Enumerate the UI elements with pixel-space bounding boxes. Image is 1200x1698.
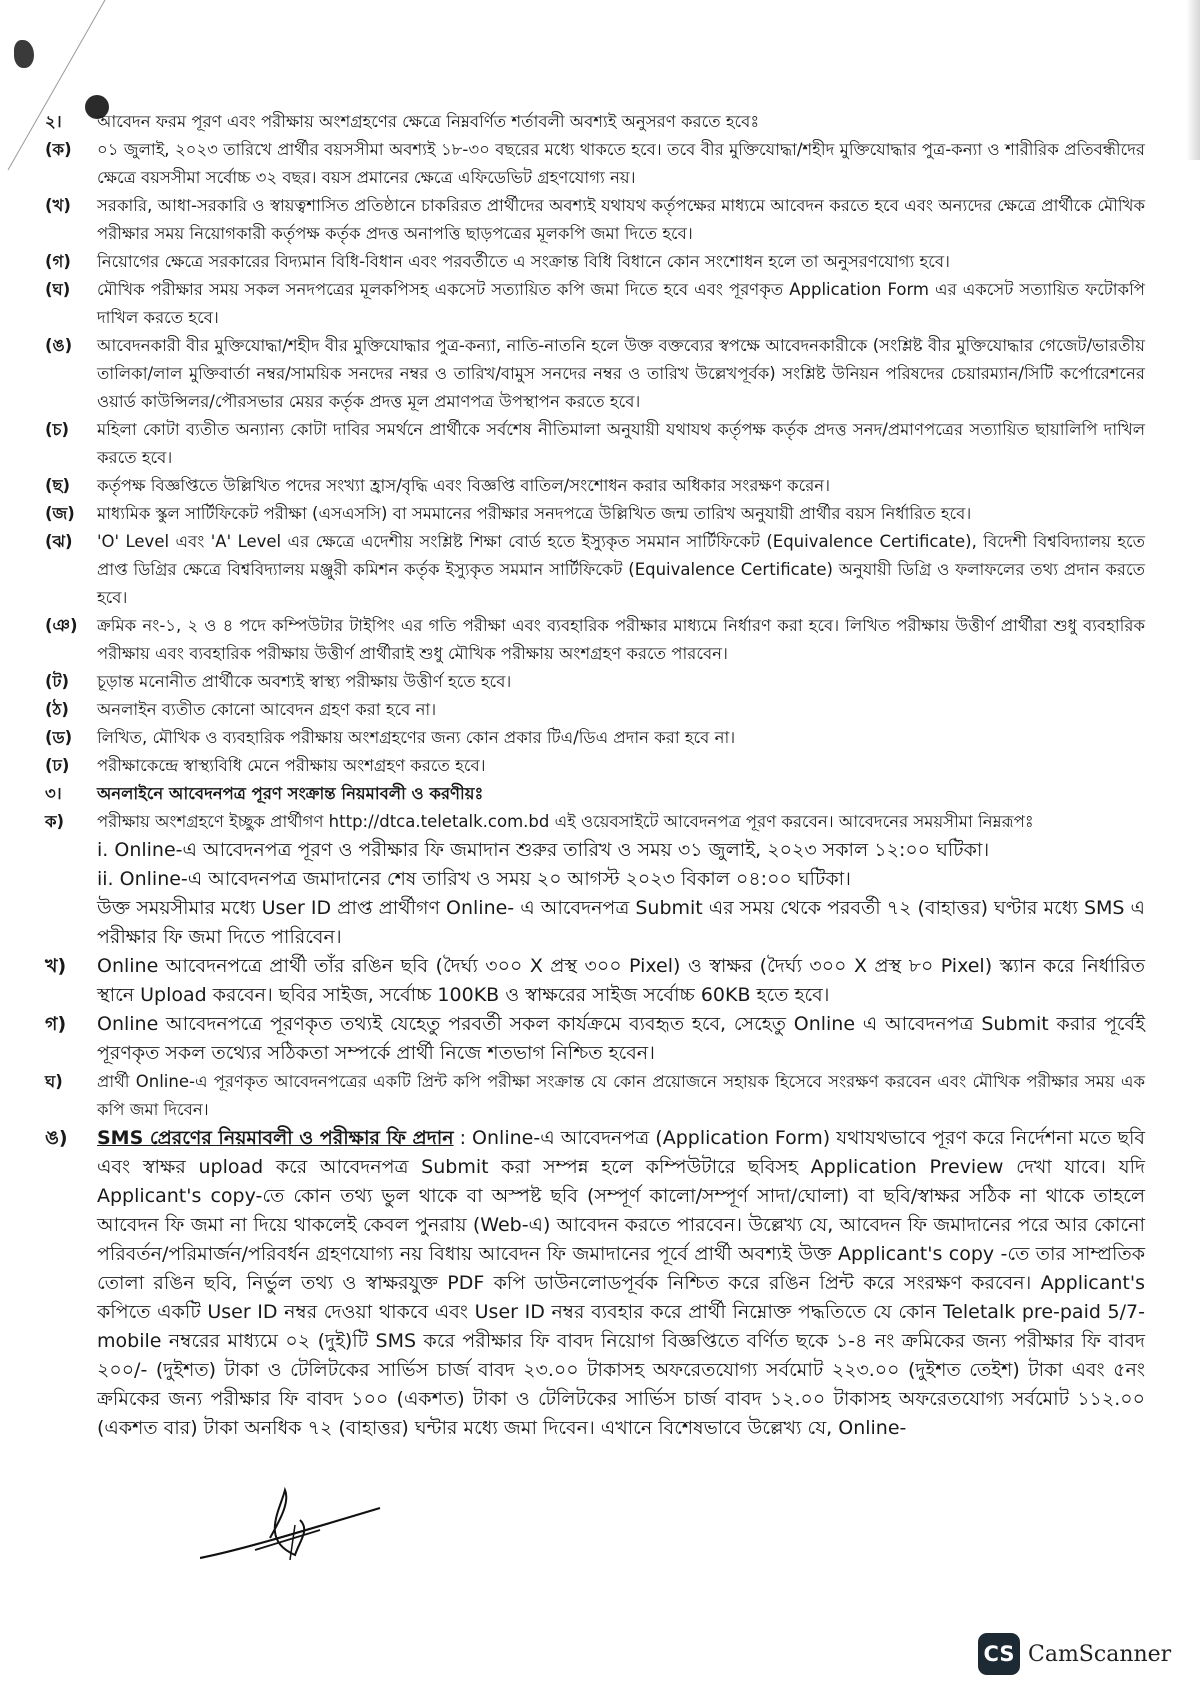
- section-marker: (ঘ): [45, 280, 71, 299]
- section-marker: (খ): [45, 196, 71, 215]
- section-3e-text: : Online-এ আবেদনপত্র (Application Form) যথাযথভাবে পূরণ করে নির্দেশনা মতে ছবি এবং স্বাক্ষর upload করে আবেদনপত্র Submit করা সম্পন্ন হলে কম্পিউটারে ছবিসহ Application Preview দেখা যাবে। যদি Applicant's copy-তে কোন তথ্য ভুল থাকে বা অস্পষ্ট ছবি (সম্পূর্ণ কালো/সম্পূর্ণ সাদা/ঘোলা) বা ছবি/স্বাক্ষর সঠিক না থাকে তাহলে আবেদন ফি জমা না দিয়ে থাকলেই কেবল পুনরায় (Web-এ) আবেদন করতে পারবেন। উল্লেখ্য যে, আবেদন ফি জমাদানের পরে আর কোনো পরিবর্তন/পরিমার্জন/পরিবর্ধন গ্রহণযোগ্য নয় বিধায় আবেদন ফি জমাদানের পূর্বে প্রার্থী অবশ্যই উক্ত Applicant's copy -তে তার সাম্প্রতিক তোলা রঙিন ছবি, নির্ভুল তথ্য ও স্বাক্ষরযুক্ত PDF কপি ডাউনলোডপূর্বক নিশ্চিত করে রঙিন প্রিন্ট করে সংরক্ষণ করবেন। Applicant's কপিতে একটি User ID নম্বর দেওয়া থাকবে এবং User ID নম্বর ব্যবহার করে প্রার্থী নিম্নোক্ত পদ্ধতিতে যে কোন Teletalk pre-paid 5/7-mobile নম্বরের মাধ্যমে ০২ (দুই)টি SMS করে পরীক্ষার ফি বাবদ নিয়োগ বিজ্ঞপ্তিতে বর্ণিত ছকে ১-৪ নং ক্রমিকের জন্য পরীক্ষার ফি বাবদ ২০০/- (দুইশত) টাকা ও টেলিটকের সার্ভিস চার্জ বাবদ ২৩.০০ টাকাসহ অফরেতযোগ্য সর্বমোট ২২৩.০০ (দুইশত তেইশ) টাকা এবং ৫নং ক্রমিকের জন্য পরীক্ষার ফি বাবদ ১০০ (একশত) টাকা ও টেলিটকের সার্ভিস চার্জ বাবদ ১২.০০ টাকাসহ অফরেতযোগ্য সর্বমোট ১১২.০০ (একশত বার) টাকা অনধিক ৭২ (বাহাত্তর) ঘন্টার মধ্যে জমা দিবেন। এখানে বিশেষভাবে উল্লেখ্য যে, Online-: [97, 1127, 1145, 1439]
- notice-body: [35, 108, 1145, 1443]
- condition-item: [35, 136, 1145, 192]
- condition-text: মাধ্যমিক স্কুল সার্টিফিকেট পরীক্ষা (এসএসসি) বা সমমানের পরীক্ষার সনদপত্রে উল্লিখিত জন্ম তারিখ অনুযায়ী প্রার্থীর বয়স নির্ধারিত হবে।: [97, 504, 972, 523]
- condition-text: অনলাইনে আবেদনপত্র পূরণ সংক্রান্ত নিয়মাবলী ও করণীয়ঃ: [97, 784, 484, 803]
- condition-item: [35, 472, 1145, 500]
- condition-item: [35, 332, 1145, 416]
- condition-item: [35, 780, 1145, 808]
- condition-item: [35, 696, 1145, 724]
- signature: [200, 1480, 400, 1570]
- condition-text: আবেদনকারী বীর মুক্তিযোদ্ধা/শহীদ বীর মুক্তিযোদ্ধার পুত্র-কন্যা, নাতি-নাতনি হলে উক্ত বক্তব্যের স্বপক্ষে আবেদনকারীকে (সংশ্লিষ্ট বীর মুক্তিযোদ্ধার গেজেট/ভারতীয় তালিকা/লাল মুক্তিবার্তা নম্বর/সাময়িক সনদের নম্বর ও তারিখ/বামুস সনদের নম্বর ও তারিখ উল্লেখপূর্বক) সংশ্লিষ্ট উনিয়ন পরিষদের চেয়ারম্যান/সিটি কর্পোরেশনের ওয়ার্ড কাউন্সিলর/পৌরসভার মেয়র কর্তৃক প্রদত্ত মূল প্রমাণপত্র উপস্থাপন করতে হবে।: [97, 336, 1145, 411]
- condition-text: লিখিত, মৌখিক ও ব্যবহারিক পরীক্ষায় অংশগ্রহণের জন্য কোন প্রকার টিএ/ডিএ প্রদান করা হবে না।: [97, 728, 736, 747]
- section-3a-note: উক্ত সময়সীমার মধ্যে User ID প্রাপ্ত প্রার্থীগণ Online- এ আবেদনপত্র Submit এর সময় থেকে পরবর্তী ৭২ (বাহাত্তর) ঘণ্টার মধ্যে SMS এ পরীক্ষার ফি জমা দিতে পারিবেন।: [97, 897, 1145, 948]
- camscanner-logo: CS: [978, 1633, 1020, 1675]
- section-3e: [35, 1124, 1145, 1443]
- section-3a-intro: পরীক্ষায় অংশগ্রহণে ইচ্ছুক প্রার্থীগণ http://dtca.teletalk.com.bd এই ওয়েবসাইটে আবেদনপত্র পূরণ করবেন। আবেদনের সময়সীমা নিম্নরূপঃ: [97, 812, 1034, 831]
- section-marker: (ঙ): [45, 336, 73, 355]
- condition-text: অনলাইন ব্যতীত কোনো আবেদন গ্রহণ করা হবে না।: [97, 700, 437, 719]
- section-3a-line-ii: ii. Online-এ আবেদনপত্র জমাদানের শেষ তারিখ ও সময় ২০ আগস্ট ২০২৩ বিকাল ০৪:০০ ঘটিকা।: [97, 868, 851, 890]
- condition-text: ০১ জুলাই, ২০২৩ তারিখে প্রার্থীর বয়সসীমা অবশ্যই ১৮-৩০ বছরের মধ্যে থাকতে হবে। তবে বীর মুক্তিযোদ্ধা/শহীদ মুক্তিযোদ্ধার পুত্র-কন্যা ও শারীরিক প্রতিবন্ধীদের ক্ষেত্রে বয়সসীমা সর্বোচ্চ ৩২ বছর। বয়স প্রমানের ক্ষেত্রে এফিডেভিট গ্রহণযোগ্য নয়।: [97, 140, 1145, 187]
- conditions-list: [35, 108, 1145, 808]
- section-3c: [35, 1010, 1145, 1068]
- condition-item: [35, 416, 1145, 472]
- condition-item: [35, 668, 1145, 696]
- section-marker: (ছ): [45, 476, 71, 495]
- section-3b: [35, 952, 1145, 1010]
- section-marker: (ঠ): [45, 700, 69, 719]
- section-marker: ২।: [45, 112, 62, 131]
- section-marker: ঘ): [45, 1072, 63, 1091]
- scan-edge-shadow: [1186, 0, 1200, 160]
- section-3a-line-i: i. Online-এ আবেদনপত্র পূরণ ও পরীক্ষার ফি জমাদান শুরুর তারিখ ও সময় ৩১ জুলাই, ২০২৩ সকাল ১২:০০ ঘটিকা।: [97, 839, 990, 861]
- section-3a-note-row: [35, 894, 1145, 952]
- section-marker: খ): [45, 955, 67, 977]
- section-3d-text: প্রার্থী Online-এ পূরণকৃত আবেদনপত্রের একটি প্রিন্ট কপি পরীক্ষা সংক্রান্ত যে কোন প্রয়োজনে সহায়ক হিসেবে সংরক্ষণ করবেন এবং মৌখিক পরীক্ষার সময় এক কপি জমা দিবেন।: [97, 1072, 1145, 1119]
- section-3c-text: Online আবেদনপত্রে পূরণকৃত তথ্যই যেহেতু পরবর্তী সকল কার্যক্রমে ব্যবহৃত হবে, সেহেতু Online এ আবেদনপত্র Submit করার পূর্বেই পূরণকৃত সকল তথ্যের সঠিকতা সম্পর্কে প্রার্থী নিজে শতভাগ নিশ্চিত হবেন।: [97, 1013, 1145, 1064]
- section-marker: গ): [45, 1013, 67, 1035]
- section-3a-line-i-row: [35, 836, 1145, 865]
- condition-text: 'O' Level এবং 'A' Level এর ক্ষেত্রে এদেশীয় সংশ্লিষ্ট শিক্ষা বোর্ড হতে ইস্যুকৃত সমমান সার্টিফিকেট (Equivalence Certificate), বিদেশী বিশ্ববিদ্যালয় হতে প্রাপ্ত ডিগ্রির ক্ষেত্রে বিশ্ববিদ্যালয় মঞ্জুরী কমিশন কর্তৃক ইস্যুকৃত সমমান সার্টিফিকেট (Equivalence Certificate) অনুযায়ী ডিগ্রি ও ফলাফলের তথ্য প্রদান করতে হবে।: [97, 532, 1145, 607]
- section-marker: (ড): [45, 728, 73, 747]
- condition-item: [35, 612, 1145, 668]
- section-3d: [35, 1068, 1145, 1124]
- condition-item: [35, 192, 1145, 248]
- section-3b-text: Online আবেদনপত্রে প্রার্থী তাঁর রঙিন ছবি (দৈর্ঘ্য ৩০০ X প্রস্থ ৩০০ Pixel) ও স্বাক্ষর (দৈর্ঘ্য ৩০০ X প্রস্থ ৮০ Pixel) স্ক্যান করে নির্ধারিত স্থানে Upload করবেন। ছবির সাইজ, সর্বোচ্চ 100KB ও স্বাক্ষরের সাইজ সর্বোচ্চ 60KB হতে হবে।: [97, 955, 1145, 1006]
- camscanner-watermark: [978, 1633, 1171, 1675]
- section-marker: ঙ): [45, 1127, 68, 1149]
- condition-item: [35, 248, 1145, 276]
- section-marker: (ক): [45, 140, 72, 159]
- section-marker: (ট): [45, 672, 70, 691]
- condition-item: [35, 528, 1145, 612]
- section-3e-heading: SMS প্রেরণের নিয়মাবলী ও পরীক্ষার ফি প্রদান: [97, 1127, 454, 1149]
- condition-text: পরীক্ষাকেন্দ্রে স্বাস্থ্যবিধি মেনে পরীক্ষায় অংশগ্রহণ করতে হবে।: [97, 756, 486, 775]
- condition-text: আবেদন ফরম পূরণ এবং পরীক্ষায় অংশগ্রহণের ক্ষেত্রে নিম্নবর্ণিত শর্তাবলী অবশ্যই অনুসরণ করতে হবেঃ: [97, 112, 760, 131]
- condition-item: [35, 724, 1145, 752]
- condition-item: [35, 500, 1145, 528]
- condition-text: ক্রমিক নং-১, ২ ও ৪ পদে কম্পিউটার টাইপিং এর গতি পরীক্ষা এবং ব্যবহারিক পরীক্ষার মাধ্যমে নির্ধারণ করা হবে। লিখিত পরীক্ষায় উত্তীর্ণ প্রার্থীরা শুধু ব্যবহারিক পরীক্ষায় এবং ব্যবহারিক পরীক্ষায় উত্তীর্ণ প্রার্থীরাই শুধু মৌখিক পরীক্ষায় অংশগ্রহণ করতে পারবেন।: [97, 616, 1145, 663]
- punch-hole-mark: [14, 40, 34, 68]
- section-marker: ক): [45, 812, 65, 831]
- condition-text: চূড়ান্ত মনোনীত প্রার্থীকে অবশ্যই স্বাস্থ্য পরীক্ষায় উত্তীর্ণ হতে হবে।: [97, 672, 512, 691]
- section-marker: (জ): [45, 504, 75, 523]
- section-marker: (ঝ): [45, 532, 73, 551]
- condition-text: কর্তৃপক্ষ বিজ্ঞপ্তিতে উল্লিখিত পদের সংখ্যা হ্রাস/বৃদ্ধি এবং বিজ্ঞপ্তি বাতিল/সংশোধন করার অধিকার সংরক্ষণ করেন।: [97, 476, 831, 495]
- section-3a-line-ii-row: [35, 865, 1145, 894]
- section-marker: (চ): [45, 420, 69, 439]
- section-marker: ৩।: [45, 784, 62, 803]
- camscanner-text: CamScanner: [1028, 1641, 1172, 1667]
- condition-item: [35, 108, 1145, 136]
- section-marker: (ঢ): [45, 756, 70, 775]
- section-marker: (গ): [45, 252, 71, 271]
- condition-text: নিয়োগের ক্ষেত্রে সরকারের বিদ্যমান বিধি-বিধান এবং পরবর্তীতে এ সংক্রান্ত বিধি বিধানে কোন সংশোধন হলে তা অনুসরণযোগ্য হবে।: [97, 252, 950, 271]
- section-marker: (ঞ): [45, 616, 78, 635]
- condition-text: সরকারি, আধা-সরকারি ও স্বায়ত্বশাসিত প্রতিষ্ঠানে চাকরিরত প্রার্থীদের অবশ্যই যথাযথ কর্তৃপক্ষের মাধ্যমে আবেদন করতে হবে এবং অন্যদের ক্ষেত্রে প্রার্থীকে মৌখিক পরীক্ষার সময় নিয়োগকারী কর্তৃপক্ষ কর্তৃক প্রদত্ত অনাপত্তি ছাড়পত্রের মূলকপি জমা দিতে হবে।: [97, 196, 1145, 243]
- condition-item: [35, 276, 1145, 332]
- section-3a: [35, 808, 1145, 836]
- condition-text: মৌখিক পরীক্ষার সময় সকল সনদপত্রের মূলকপিসহ একসেট সত্যায়িত কপি জমা দিতে হবে এবং পূরণকৃত Application Form এর একসেট সত্যায়িত ফটোকপি দাখিল করতে হবে।: [97, 280, 1145, 327]
- condition-item: [35, 752, 1145, 780]
- condition-text: মহিলা কোটা ব্যতীত অন্যান্য কোটা দাবির সমর্থনে প্রার্থীকে সর্বশেষ নীতিমালা অনুযায়ী যথাযথ কর্তৃপক্ষ কর্তৃক প্রদত্ত সনদ/প্রমাণপত্রের সত্যায়িত ছায়ালিপি দাখিল করতে হবে।: [97, 420, 1145, 467]
